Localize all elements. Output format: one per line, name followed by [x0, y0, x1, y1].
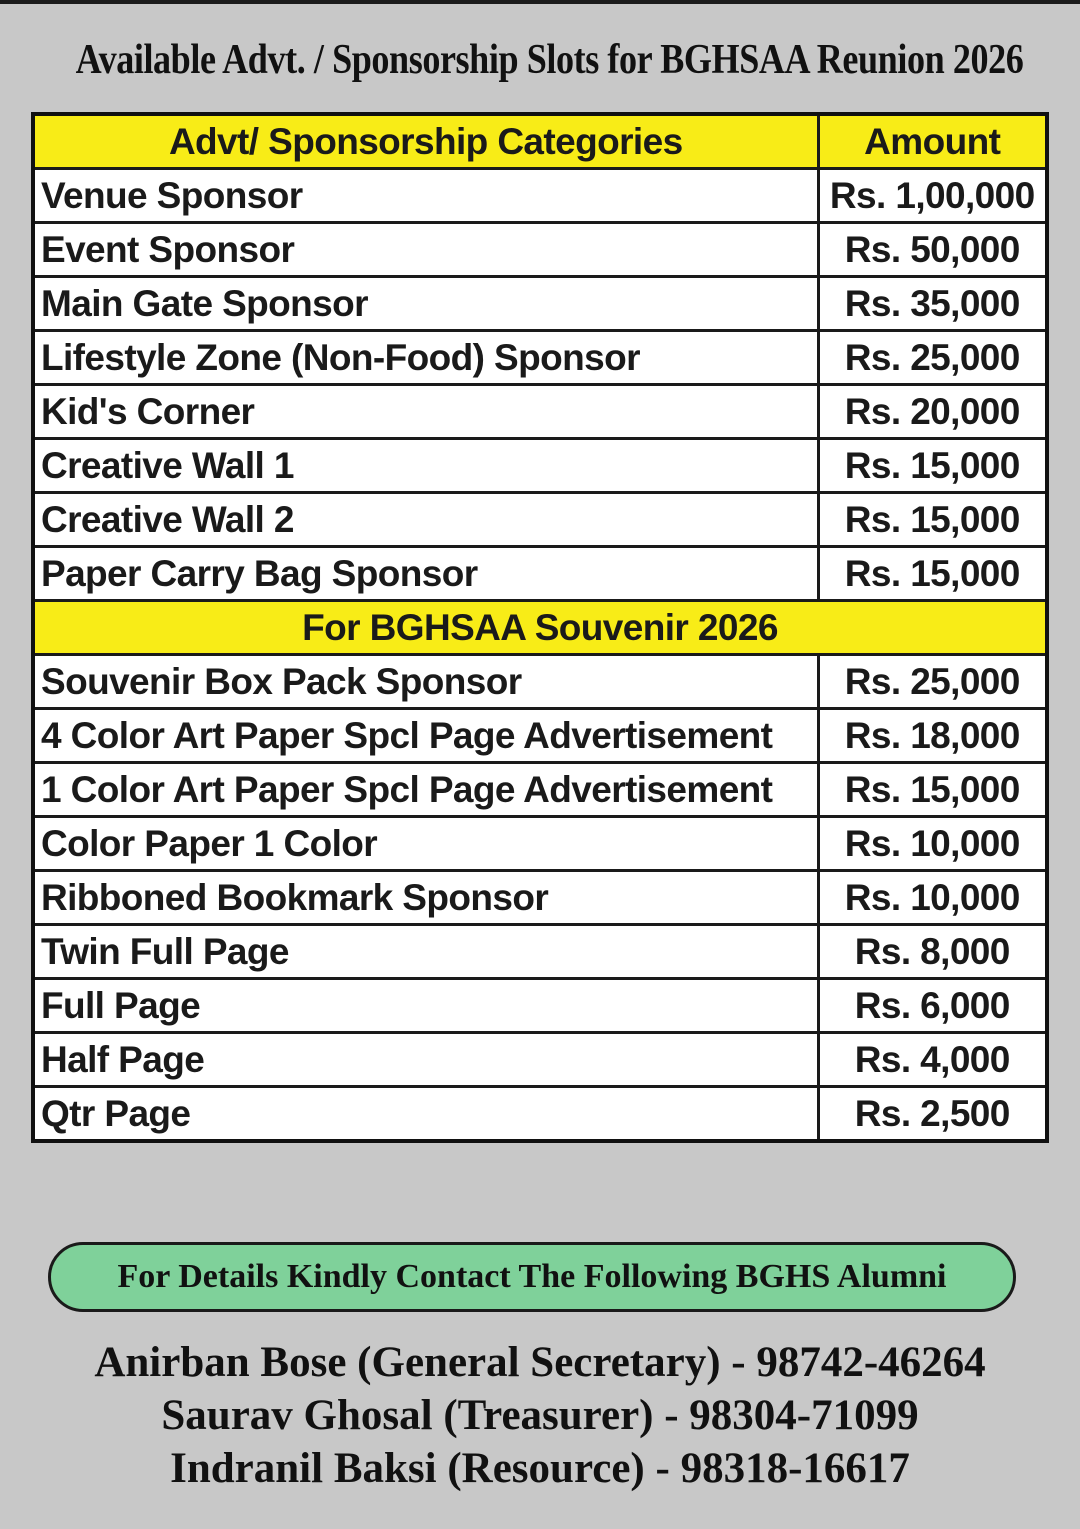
amount-cell: Rs. 15,000: [818, 493, 1047, 547]
amount-cell: Rs. 8,000: [818, 925, 1047, 979]
amount-cell: Rs. 35,000: [818, 277, 1047, 331]
category-column-header: Advt/ Sponsorship Categories: [33, 114, 818, 169]
top-border: [0, 0, 1080, 4]
table-row: [33, 439, 1047, 493]
table-row: [33, 547, 1047, 601]
amount-cell: Rs. 15,000: [818, 439, 1047, 493]
page-title: Available Advt. / Sponsorship Slots for BGHSAA Reunion 2026: [75, 37, 1024, 83]
amount-cell: Rs. 15,000: [818, 547, 1047, 601]
category-cell: Qtr Page: [33, 1087, 818, 1142]
amount-cell: Rs. 25,000: [818, 331, 1047, 385]
amount-cell: Rs. 20,000: [818, 385, 1047, 439]
amount-cell: Rs. 18,000: [818, 709, 1047, 763]
table-row: [33, 1087, 1047, 1142]
table-row: [33, 493, 1047, 547]
amount-cell: Rs. 4,000: [818, 1033, 1047, 1087]
amount-cell: Rs. 10,000: [818, 871, 1047, 925]
contact-treasurer: Saurav Ghosal (Treasurer) - 98304-71099: [161, 1392, 919, 1439]
table-row: [33, 223, 1047, 277]
amount-cell: Rs. 25,000: [818, 655, 1047, 709]
category-cell: Venue Sponsor: [33, 169, 818, 223]
category-cell: Creative Wall 1: [33, 439, 818, 493]
table-row: [33, 385, 1047, 439]
table-row: [33, 655, 1047, 709]
amount-cell: Rs. 50,000: [818, 223, 1047, 277]
table-row: [33, 1033, 1047, 1087]
table-header-row: [33, 114, 1047, 169]
table-row: [33, 331, 1047, 385]
category-cell: Half Page: [33, 1033, 818, 1087]
amount-cell: Rs. 10,000: [818, 817, 1047, 871]
category-cell: 1 Color Art Paper Spcl Page Advertisement: [33, 763, 818, 817]
sponsorship-table: [31, 112, 1049, 1143]
category-cell: Creative Wall 2: [33, 493, 818, 547]
table-row: [33, 277, 1047, 331]
amount-cell: Rs. 15,000: [818, 763, 1047, 817]
amount-cell: Rs. 2,500: [818, 1087, 1047, 1142]
contact-heading-banner: For Details Kindly Contact The Following BGHS Alumni: [48, 1242, 1016, 1312]
category-cell: Paper Carry Bag Sponsor: [33, 547, 818, 601]
table-row: [33, 925, 1047, 979]
table-row: [33, 709, 1047, 763]
amount-cell: Rs. 1,00,000: [818, 169, 1047, 223]
category-cell: Twin Full Page: [33, 925, 818, 979]
table-row: [33, 979, 1047, 1033]
contact-resource: Indranil Baksi (Resource) - 98318-16617: [170, 1445, 910, 1492]
table-row: [33, 169, 1047, 223]
table-row: [33, 871, 1047, 925]
category-cell: Kid's Corner: [33, 385, 818, 439]
category-cell: Color Paper 1 Color: [33, 817, 818, 871]
category-cell: Lifestyle Zone (Non-Food) Sponsor: [33, 331, 818, 385]
contact-list: [0, 1336, 1080, 1495]
category-cell: Ribboned Bookmark Sponsor: [33, 871, 818, 925]
souvenir-section-row: [33, 601, 1047, 655]
souvenir-section-header: For BGHSAA Souvenir 2026: [33, 601, 1047, 655]
category-cell: Main Gate Sponsor: [33, 277, 818, 331]
amount-column-header: Amount: [818, 114, 1047, 169]
category-cell: 4 Color Art Paper Spcl Page Advertisement: [33, 709, 818, 763]
table-row: [33, 817, 1047, 871]
category-cell: Souvenir Box Pack Sponsor: [33, 655, 818, 709]
table-row: [33, 763, 1047, 817]
amount-cell: Rs. 6,000: [818, 979, 1047, 1033]
category-cell: Event Sponsor: [33, 223, 818, 277]
category-cell: Full Page: [33, 979, 818, 1033]
contact-general-secretary: Anirban Bose (General Secretary) - 98742-46264: [94, 1339, 986, 1386]
